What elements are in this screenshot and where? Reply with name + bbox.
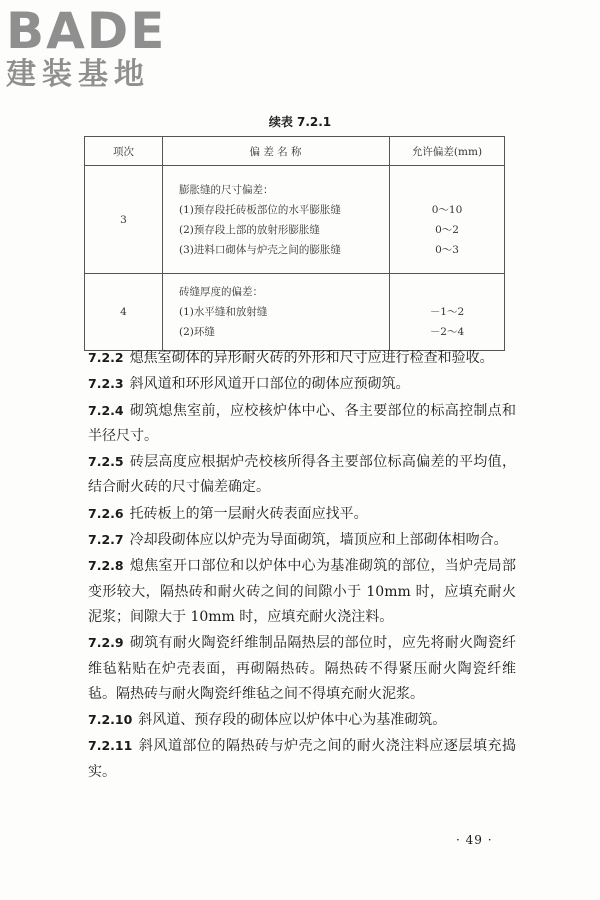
clause-text: 斜风道部位的隔热砖与炉壳之间的耐火浇注料应逐层填充捣实。 (88, 738, 516, 780)
clause-text: 熄焦室开口部位和以炉体中心为基准砌筑的部位，当炉壳局部变形较大，隔热砖和耐火砖之间的间隙小于 10mm 时，应填充耐火泥浆；间隙大于 10mm 时，应填充耐火浇注料。 (88, 558, 516, 625)
table-header-row (85, 137, 505, 166)
item-tolerance: 0～3 (435, 243, 459, 256)
clause (88, 707, 516, 733)
item-name: (1)预存段托砖板部位的水平膨胀缝 (179, 203, 341, 216)
clause-number: 7.2.4 (88, 402, 124, 418)
row-title: 砖缝厚度的偏差： (179, 286, 263, 298)
clause-number: 7.2.7 (88, 532, 124, 548)
clause (88, 501, 516, 527)
watermark-subtitle: 建装基地 (6, 57, 150, 92)
tolerance-table (84, 136, 505, 351)
clause-text: 砖层高度应根据炉壳校核所得各主要部位标高偏差的平均值，结合耐火砖的尺寸偏差确定。 (88, 454, 516, 496)
header-name: 偏 差 名 称 (163, 137, 390, 166)
item-tolerance: 0～2 (435, 223, 459, 236)
clause (88, 398, 516, 450)
clause-number: 7.2.3 (88, 376, 124, 392)
item-tolerance: －1～2 (429, 306, 465, 318)
clause-number: 7.2.8 (88, 558, 124, 574)
clause-text: 冷却段砌体应以炉壳为导面砌筑，墙顶应和上部砌体相吻合。 (129, 532, 508, 549)
row-title: 膨胀缝的尺寸偏差： (179, 183, 274, 196)
header-tolerance: 允许偏差(mm) (390, 137, 505, 166)
clause-text: 砌筑熄焦室前，应校核炉体中心、各主要部位的标高控制点和半径尺寸。 (88, 402, 516, 444)
row-tolerances (390, 166, 505, 274)
row-names (163, 274, 390, 351)
clause (88, 449, 516, 501)
clause (88, 733, 516, 785)
clause-number: 7.2.5 (88, 454, 124, 470)
item-name: (2)预存段上部的放射形膨胀缝 (179, 223, 320, 236)
watermark-brand: BADE (6, 2, 167, 60)
clause (88, 630, 516, 707)
page-number: · 49 · (456, 833, 493, 847)
clause-text: 斜风道和环形风道开口部位的砌体应预砌筑。 (129, 376, 410, 393)
table-row (85, 166, 505, 274)
clause-number: 7.2.2 (88, 350, 124, 365)
row-index: 3 (85, 166, 163, 274)
row-names (163, 166, 390, 274)
item-tolerance: 0～10 (431, 203, 463, 216)
clause (88, 345, 516, 371)
item-name: (2)环缝 (179, 326, 215, 338)
clause (88, 371, 516, 397)
clause-text: 斜风道、预存段的砌体应以炉体中心为基准砌筑。 (138, 712, 447, 729)
clause-number: 7.2.10 (88, 712, 133, 728)
row-tolerances (390, 274, 505, 351)
clause-number: 7.2.9 (88, 635, 124, 651)
item-name: (1)水平缝和放射缝 (179, 306, 268, 318)
clause-text: 托砖板上的第一层耐火砖表面应找平。 (129, 505, 368, 522)
row-index: 4 (85, 274, 163, 351)
item-name: (3)进料口砌体与炉壳之间的膨胀缝 (179, 243, 341, 256)
clause-number: 7.2.6 (88, 505, 124, 521)
clause (88, 527, 516, 553)
clauses-body (88, 345, 516, 785)
watermark-logo (6, 2, 176, 92)
item-tolerance: －2～4 (429, 326, 465, 338)
table-caption: 续表 7.2.1 (268, 115, 332, 129)
header-index: 项次 (85, 137, 163, 166)
clause-text: 熄焦室砌体的异形耐火砖的外形和尺寸应进行检查和验收。 (129, 350, 494, 366)
clause-number: 7.2.11 (88, 738, 133, 754)
clause (88, 553, 516, 630)
clause-text: 砌筑有耐火陶瓷纤维制品隔热层的部位时，应先将耐火陶瓷纤维毡粘贴在炉壳表面，再砌隔热砖。隔热砖不得紧压耐火陶瓷纤维毡。隔热砖与耐火陶瓷纤维毡之间不得填充耐火泥浆。 (88, 635, 516, 702)
table-row (85, 274, 505, 351)
